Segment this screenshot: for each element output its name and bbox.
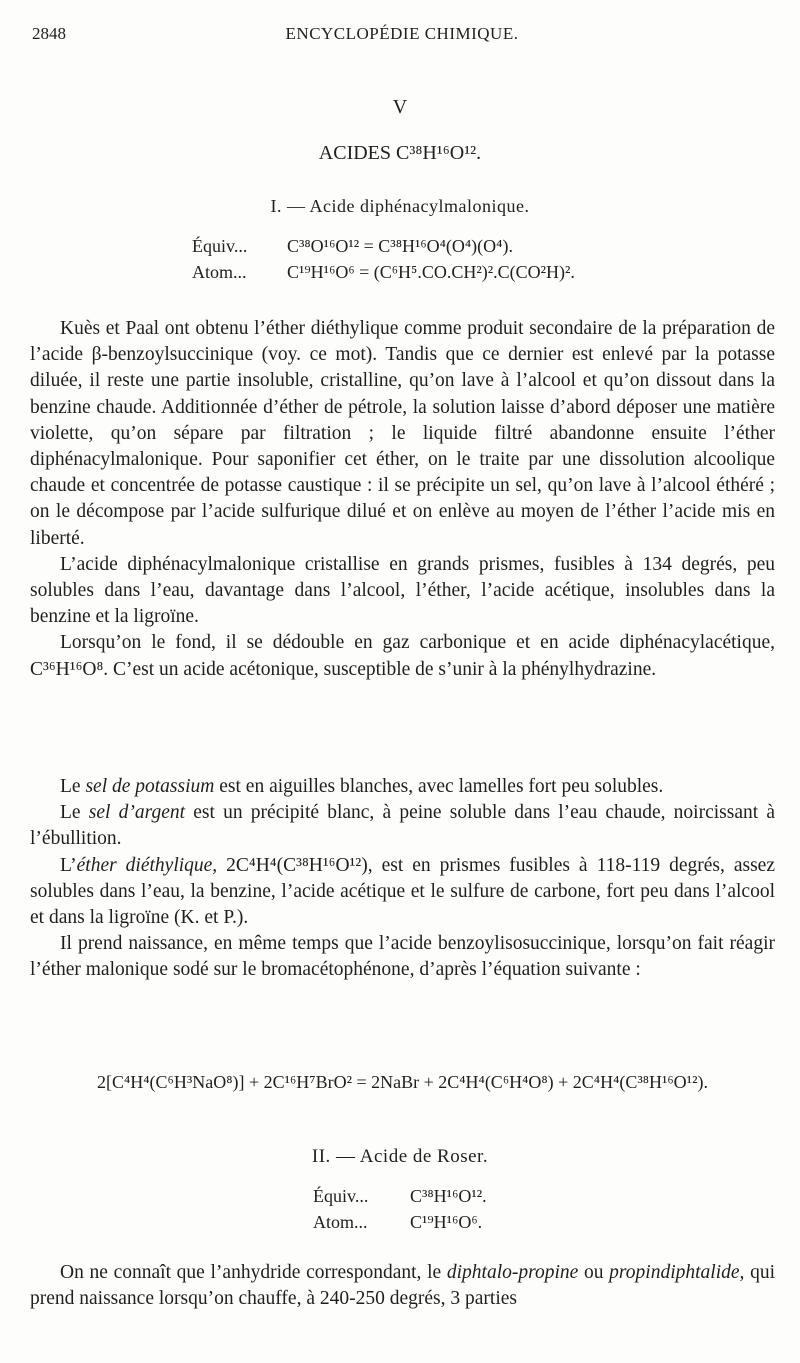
equiv-formula: C³⁸O¹⁶O¹² = C³⁸H¹⁶O⁴(O⁴)(O⁴).	[287, 236, 513, 256]
atom-label: Atom...	[192, 262, 247, 282]
section-title: ACIDES C³⁸H¹⁶O¹².	[318, 142, 482, 164]
equiv-label: Équiv...	[192, 236, 248, 256]
term-propindiphtalide: propindiphtalide,	[609, 1262, 745, 1283]
atom2-label: Atom...	[313, 1212, 368, 1232]
running-title: ENCYCLOPÉDIE CHIMIQUE.	[285, 24, 519, 43]
paragraph-decomposition: Lorsqu’on le fond, il se dédouble en gaz carbonique et en acide diphénacylacétique, C³⁶H¹⁶O⁸. C’est un acide acétonique, susceptible de s’unir à la phénylhydrazine.	[30, 632, 775, 680]
page-number: 2848	[32, 24, 66, 43]
equiv2-label: Équiv...	[313, 1186, 369, 1206]
salts-text	[30, 774, 775, 984]
main-text	[30, 316, 775, 683]
paragraph-silver-salt: Le sel d’argent est un précipité blanc, à peine soluble dans l’eau chaude, noircissant à l’ébullition.	[30, 802, 775, 850]
section2-text	[30, 1260, 775, 1312]
paragraph-ether: L’éther diéthylique, 2C⁴H⁴(C³⁸H¹⁶O¹²), est en prismes fusibles à 118-119 degrés, assez solubles dans l’eau, la benzine, l’acide acétique et le sulfure de carbone, fort peu dans l’alcool et dans la ligroïne (K. et P.).	[30, 854, 775, 929]
atom-formula: C¹⁹H¹⁶O⁶ = (C⁶H⁵.CO.CH²)².C(CO²H)².	[287, 262, 575, 282]
term-diphtalo-propine: diphtalo-propine	[446, 1262, 579, 1283]
page-header	[32, 20, 772, 48]
term-ether: éther diéthylique,	[76, 854, 218, 876]
term-silver: sel d’argent	[88, 802, 186, 824]
term-potassium: sel de potassium	[85, 776, 215, 797]
paragraph-formation: Il prend naissance, en même temps que l’acide benzoylisosuccinique, lorsqu’on fait réagir l’éther malonique sodé sur le bromacétophénone, d’après l’équation suivante :	[30, 933, 775, 981]
reaction-equation: 2[C⁴H⁴(C⁶H³NaO⁸)] + 2C¹⁶H⁷BrO² = 2NaBr + 2C⁴H⁴(C⁶H⁴O⁸) + 2C⁴H⁴(C³⁸H¹⁶O¹²).	[97, 1072, 708, 1092]
paragraph-properties: L’acide diphénacylmalonique cristallise en grands prismes, fusibles à 134 degrés, peu solubles dans l’eau, davantage dans l’alcool, l’éther, l’acide acétique, insolubles dans la benzine et la ligroïne.	[30, 553, 775, 628]
compound-heading: I. — Acide diphénacylmalonique.	[270, 196, 530, 216]
paragraph-roser: On ne connaît que l’anhydride correspondant, le diphtalo-propine ou propindiphtalide, qui prend naissance lorsqu’on chauffe, à 240-250 degrés, 3 parties	[30, 1262, 776, 1310]
paragraph-preparation: Kuès et Paal ont obtenu l’éther diéthylique comme produit secondaire de la préparation de l’acide β-benzoylsuccinique (voy. ce mot). Tandis que ce dernier est enlevé par la potasse diluée, il reste une partie insoluble, cristalline, qu’on lave à l’alcool et qu’on dissout dans la benzine chaude. Additionnée d’éther de pétrole, la solution laisse d’abord déposer une matière violette, qu’on sépare par filtration ; le liquide filtré abandonne ensuite l’éther diphénacylmalonique. Pour saponifier cet éther, on le traite par une dissolution alcoolique chaude et concentrée de potasse caustique : il se précipite un sel, qu’on lave à l’alcool éthéré ; on le décompose par l’acide sulfurique dilué et on enlève au moyen de l’éther l’acide mis en liberté.	[30, 318, 775, 549]
section2-heading: II. — Acide de Roser.	[311, 1146, 489, 1167]
section-number: V	[392, 96, 408, 118]
paragraph-potassium-salt: Le sel de potassium est en aiguilles blanches, avec lamelles fort peu solubles.	[60, 776, 664, 797]
atom2-formula: C¹⁹H¹⁶O⁶.	[410, 1212, 483, 1232]
equiv2-formula: C³⁸H¹⁶O¹².	[410, 1186, 487, 1206]
